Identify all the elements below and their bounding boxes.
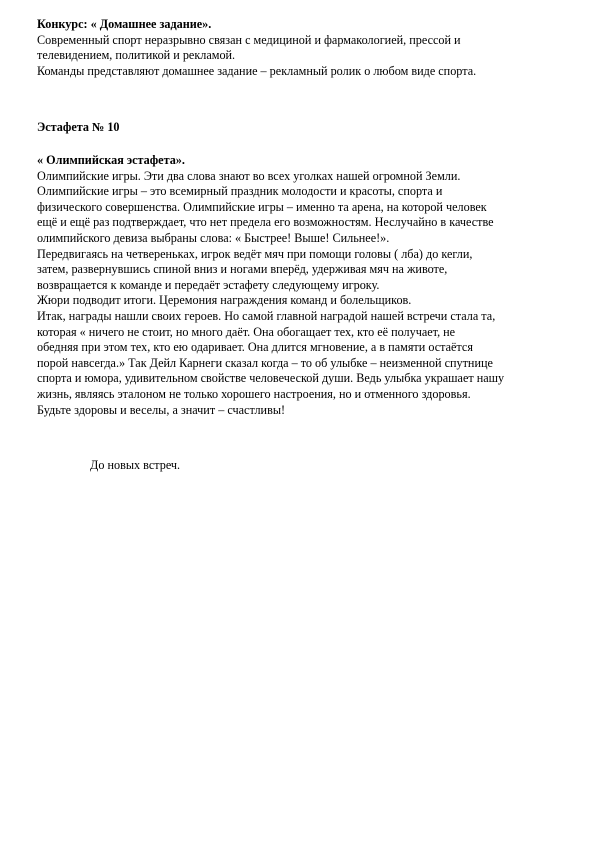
paragraph-line: телевидением, политикой и рекламой. bbox=[37, 48, 236, 63]
paragraph-line: Будьте здоровы и веселы, а значит – счастливы! bbox=[37, 402, 286, 417]
paragraph-line: жизнь, являясь эталоном не только хорошего настроения, но и отменного здоровья. bbox=[37, 386, 471, 401]
paragraph-line: Жюри подводит итоги. Церемония награждения команд и болельщиков. bbox=[37, 293, 412, 308]
paragraph-line: физического совершенства. Олимпийские игры – именно та арена, на которой человек bbox=[37, 199, 487, 214]
relay-subheading: « Олимпийская эстафета». bbox=[37, 153, 185, 167]
paragraph-line: Олимпийские игры. Эти два слова знают во всех уголках нашей огромной Земли. bbox=[37, 168, 461, 183]
contest-section bbox=[37, 17, 557, 79]
paragraph-line: затем, развернувшись спиной вниз и ногами вперёд, удерживая мяч на животе, bbox=[37, 262, 448, 277]
paragraph-line: Итак, награды нашли своих героев. Но самой главной наградой нашей встречи стала та, bbox=[37, 308, 496, 323]
relay-heading: Эстафета № 10 bbox=[37, 120, 120, 134]
paragraph-line: возвращается к команде и передаёт эстафету следующему игроку. bbox=[37, 277, 380, 292]
contest-heading: Конкурс: « Домашнее задание». bbox=[37, 17, 212, 31]
paragraph-line: спорта и юмора, удивительном свойстве человеческой души. Ведь улыбка украшает нашу bbox=[37, 371, 505, 386]
paragraph-line: Передвигаясь на четвереньках, игрок ведёт мяч при помощи головы ( лба) до кегли, bbox=[37, 246, 473, 261]
paragraph-line: ещё и ещё раз подтверждает, что нет предела его возможностям. Неслучайно в качестве bbox=[37, 215, 494, 230]
paragraph-line: порой навсегда.» Так Дейл Карнеги сказал когда – то об улыбке – неизменной спутнице bbox=[37, 355, 493, 370]
paragraph-line: Команды представляют домашнее задание – рекламный ролик о любом виде спорта. bbox=[37, 63, 477, 78]
paragraph-line: которая « ничего не стоит, но много даёт. Она обогащает тех, кто её получает, не bbox=[37, 324, 456, 339]
relay-body bbox=[37, 153, 557, 418]
paragraph-line: олимпийского девиза выбраны слова: « Быстрее! Выше! Сильнее!». bbox=[37, 230, 390, 245]
relay-section bbox=[37, 120, 557, 136]
closing-section bbox=[37, 458, 557, 474]
paragraph-line: обедняя при этом тех, кто ею одаривает. Она длится мгновение, а в памяти остаётся bbox=[37, 340, 473, 355]
paragraph-line: Современный спорт неразрывно связан с медициной и фармакологией, прессой и bbox=[37, 32, 461, 47]
closing-line: До новых встреч. bbox=[90, 458, 181, 472]
paragraph-line: Олимпийские игры – это всемирный праздник молодости и красоты, спорта и bbox=[37, 184, 443, 199]
